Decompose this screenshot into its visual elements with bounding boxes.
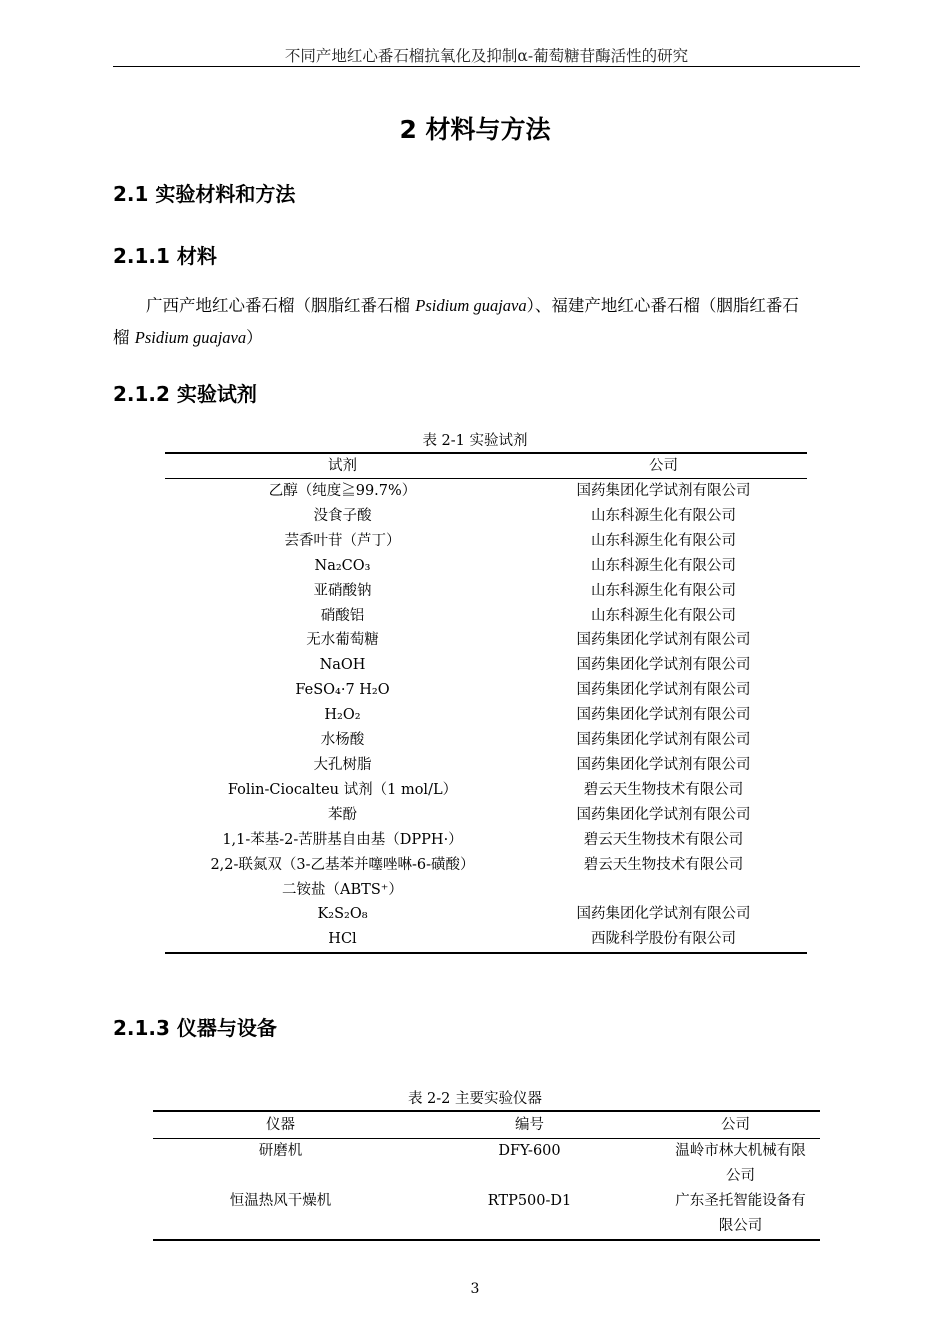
table-cell: HCl [328,931,357,948]
latin-name: Psidium guajava [134,328,247,347]
table-cell: 山东科源生化有限公司 [591,532,736,549]
section-heading-2-1-1: 2.1.1 材料 [113,244,217,268]
reagents-table [165,452,807,954]
table-cell: 国药集团化学试剂有限公司 [576,756,751,773]
table-cell: 国药集团化学试剂有限公司 [576,906,751,923]
table-cell: 恒温热风干燥机 [229,1193,332,1209]
table-row [165,703,807,728]
table-cell: 无水葡萄糖 [306,632,379,649]
table1-caption: 表 2-1 实验试剂 [422,433,528,449]
table-cell: 国药集团化学试剂有限公司 [576,806,751,823]
table-cell: 山东科源生化有限公司 [591,557,736,574]
table-cell: RTP500-D1 [487,1193,572,1209]
table-cell: 碧云天生物技术有限公司 [583,781,744,798]
table-cell: 水杨酸 [320,732,365,749]
header-rule [113,66,860,67]
table-cell: 芸香叶苷（芦丁） [284,532,401,549]
table-cell: 山东科源生化有限公司 [591,607,736,624]
table-cell: K₂S₂O₈ [317,906,368,923]
table-cell: H₂O₂ [324,707,361,724]
table2-caption: 表 2-2 主要实验仪器 [407,1091,543,1107]
table-cell: 国药集团化学试剂有限公司 [576,657,751,674]
table-cell: 没食子酸 [313,507,372,524]
table-row [165,678,807,703]
table-cell: 碧云天生物技术有限公司 [583,831,744,848]
table-row [165,604,807,629]
table-cell: NaOH [319,657,366,674]
materials-text-2: ）、福建产地红心番石榴（胭脂红番石榴 [113,296,799,347]
table-cell: 碧云天生物技术有限公司 [583,856,744,873]
table-row [165,529,807,554]
table-row [165,828,807,853]
table-cell: 山东科源生化有限公司 [591,582,736,599]
table-cell: Na₂CO₃ [314,557,371,574]
materials-text-3: ） [246,328,263,347]
table-row [165,778,807,803]
table-cell: DFY-600 [498,1143,561,1159]
table-row [165,927,807,953]
table-row [165,504,807,529]
table-row [165,554,807,579]
table-cell: 温岭市林大机械有限公司 [675,1143,806,1184]
latin-name: Psidium guajava [415,296,527,315]
chapter-title: 2 材料与方法 [399,115,551,144]
table-row [165,803,807,828]
section-heading-2-1-3: 2.1.3 仪器与设备 [113,1016,277,1040]
table-row [153,1189,820,1240]
table2-header-company: 公司 [651,1111,820,1139]
table1-header-reagent: 试剂 [165,453,520,479]
table-cell: 苯酚 [328,806,357,823]
table-row [165,628,807,653]
table-row [165,902,807,927]
table-cell: 1,1-苯基-2-苦肼基自由基（DPPH·） [222,831,463,848]
table-cell: 研磨机 [258,1143,303,1159]
table1-header-company: 公司 [520,453,807,479]
table-cell: 山东科源生化有限公司 [591,507,736,524]
table-cell: 国药集团化学试剂有限公司 [576,707,751,724]
table2-header-model: 编号 [408,1111,651,1139]
table-cell: FeSO₄·7 H₂O [295,682,390,699]
instruments-table [153,1110,820,1241]
table-row [165,753,807,778]
section-heading-2-1-2: 2.1.2 实验试剂 [113,382,257,406]
table-cell: 2,2-联氮双（3-乙基苯并噻唑啉-6-磺酸）二铵盐（ABTS⁺） [210,856,475,898]
table-row [165,728,807,753]
table-cell: Folin-Ciocalteu 试剂（1 mol/L） [227,781,458,798]
table-cell: 大孔树脂 [313,756,372,773]
materials-text-1: 广西产地红心番石榴（胭脂红番石榴 [146,296,410,315]
table-cell: 亚硝酸钠 [313,582,372,599]
table-cell: 国药集团化学试剂有限公司 [576,732,751,749]
table-row [165,579,807,604]
table-cell: 硝酸铝 [320,607,365,624]
table-cell: 国药集团化学试剂有限公司 [576,682,751,699]
table-row [165,479,807,504]
table-cell: 国药集团化学试剂有限公司 [576,483,751,499]
table-row [165,653,807,678]
materials-paragraph [113,290,860,354]
section-heading-2-1: 2.1 实验材料和方法 [113,182,296,206]
table2-header-instrument: 仪器 [153,1111,408,1139]
table-cell: 乙醇（纯度≧99.7%） [268,483,417,499]
table-cell: 广东圣托智能设备有限公司 [675,1193,806,1234]
table-row [165,853,807,903]
table-row [153,1139,820,1190]
running-header: 不同产地红心番石榴抗氧化及抑制α-葡萄糖苷酶活性的研究 [284,47,689,65]
table-cell: 国药集团化学试剂有限公司 [576,632,751,649]
page-number: 3 [470,1281,480,1297]
table-cell: 西陇科学股份有限公司 [591,931,736,948]
